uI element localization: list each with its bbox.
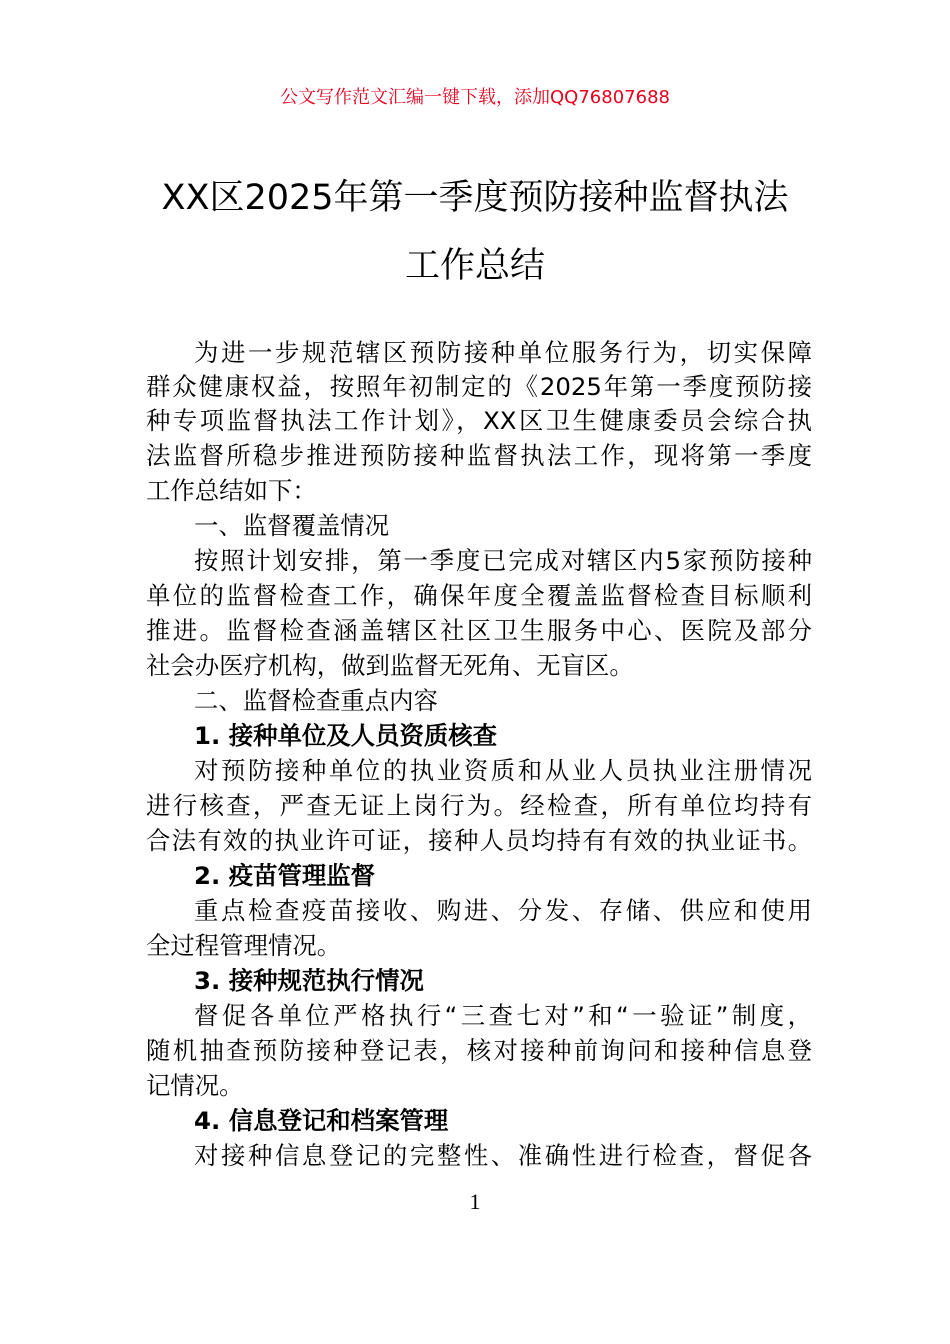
paragraph-line: 社会办医疗机构，做到监督无死角、无盲区。 (146, 651, 634, 680)
document-title-line-2: 工作总结 (404, 246, 545, 286)
header-download-note: 公文写作范文汇编一键下载，添加QQ76807688 (280, 87, 670, 108)
paragraph-line: 法监督所稳步推进预防接种监督执法工作，现将第一季度 (146, 441, 812, 470)
paragraph-line: 全过程管理情况。 (146, 931, 342, 960)
subheading-1: 1. 接种单位及人员资质核查 (194, 721, 498, 750)
paragraph-line: 单位的监督检查工作，确保年度全覆盖监督检查目标顺利 (146, 581, 812, 610)
paragraph-line: 记情况。 (146, 1071, 244, 1100)
paragraph-line: 督促各单位严格执行“三查七对”和“一验证”制度， (194, 1001, 812, 1030)
subheading-3: 3. 接种规范执行情况 (194, 966, 424, 995)
paragraph-line: 重点检查疫苗接收、购进、分发、存储、供应和使用 (194, 896, 812, 925)
paragraph-line: 对预防接种单位的执业资质和从业人员执业注册情况 (194, 756, 812, 785)
paragraph-line: 工作总结如下： (146, 476, 317, 505)
paragraph-line: 对接种信息登记的完整性、准确性进行检查，督促各 (194, 1141, 812, 1170)
paragraph-line: 随机抽查预防接种登记表，核对接种前询问和接种信息登 (146, 1036, 812, 1065)
subheading-4: 4. 信息登记和档案管理 (194, 1106, 449, 1135)
document-title-line-1: XX区2025年第一季度预防接种监督执法 (161, 178, 789, 218)
paragraph-line: 合法有效的执业许可证，接种人员均持有有效的执业证书。 (146, 826, 812, 855)
paragraph-line: 群众健康权益，按照年初制定的《2025年第一季度预防接 (146, 372, 812, 401)
page-number: 1 (469, 1189, 481, 1214)
paragraph-line: 按照计划安排，第一季度已完成对辖区内5家预防接种 (194, 546, 812, 575)
section-heading-2: 二、监督检查重点内容 (194, 686, 438, 715)
subheading-2: 2. 疫苗管理监督 (194, 861, 376, 890)
paragraph-line: 进行核查，严查无证上岗行为。经检查，所有单位均持有 (146, 791, 812, 820)
paragraph-line: 为进一步规范辖区预防接种单位服务行为，切实保障 (194, 338, 812, 367)
section-heading-1: 一、监督覆盖情况 (194, 511, 390, 540)
paragraph-line: 种专项监督执法工作计划》，XX区卫生健康委员会综合执 (146, 406, 812, 435)
paragraph-line: 推进。监督检查涵盖辖区社区卫生服务中心、医院及部分 (146, 616, 812, 645)
